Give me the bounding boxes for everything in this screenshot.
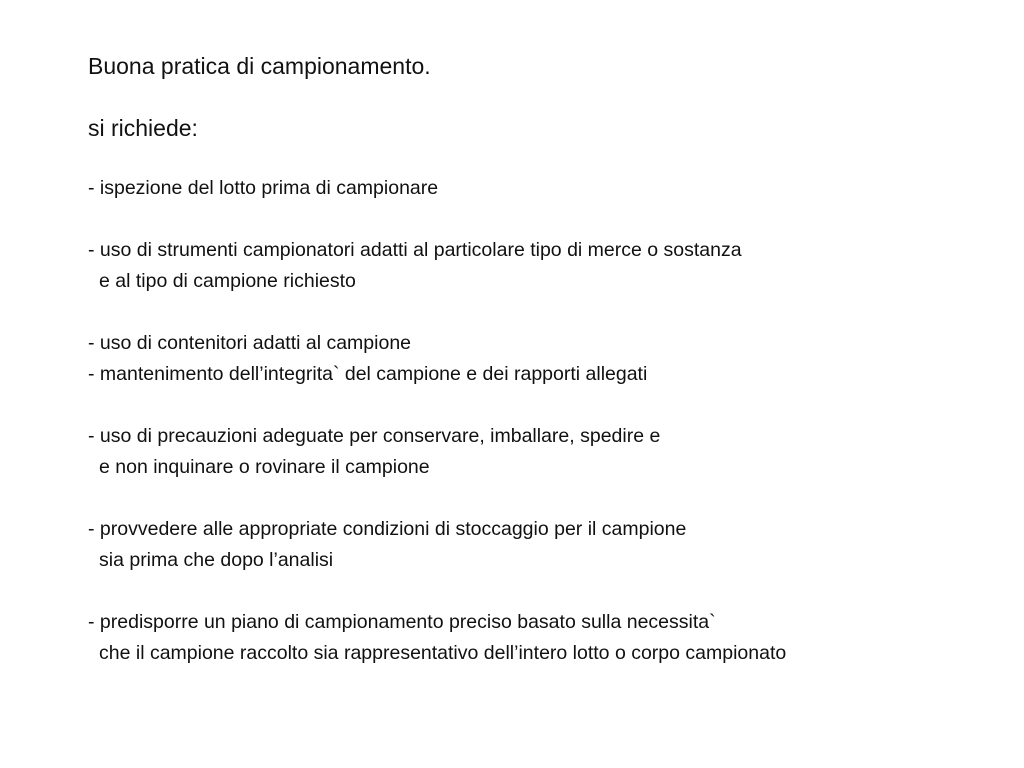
list-item-continuation: e al tipo di campione richiesto [99,270,356,292]
slide-body [88,50,988,669]
list-item-text: - predisporre un piano di campionamento preciso basato sulla necessita` [88,611,716,633]
list-item-text: - provvedere alle appropriate condizioni di stoccaggio per il campione [88,518,687,540]
list-item-text: - uso di contenitori adatti al campione [88,332,412,354]
list-item-continuation: e non inquinare o rovinare il campione [99,456,430,478]
list-item-text: - uso di precauzioni adeguate per conservare, imballare, spedire e [88,425,661,447]
list-item-text: - ispezione del lotto prima di campionare [88,177,439,199]
list-item-text: - uso di strumenti campionatori adatti al particolare tipo di merce o sostanza [88,239,742,261]
list-item [88,328,988,359]
slide-subtitle: si richiede: [88,115,198,141]
list-item-continuation: sia prima che dopo l’analisi [99,549,334,571]
list-item-continuation: che il campione raccolto sia rappresentativo dell’intero lotto o corpo campionato [99,642,787,664]
list-item [88,173,988,204]
list-item [88,421,988,483]
list-item [88,359,988,390]
list-item-text: - mantenimento dell’integrita` del campione e dei rapporti allegati [88,363,648,385]
slide-title: Buona pratica di campionamento. [88,53,431,79]
requirements-list [88,173,988,669]
list-item [88,514,988,576]
list-item [88,235,988,297]
list-item [88,607,988,669]
